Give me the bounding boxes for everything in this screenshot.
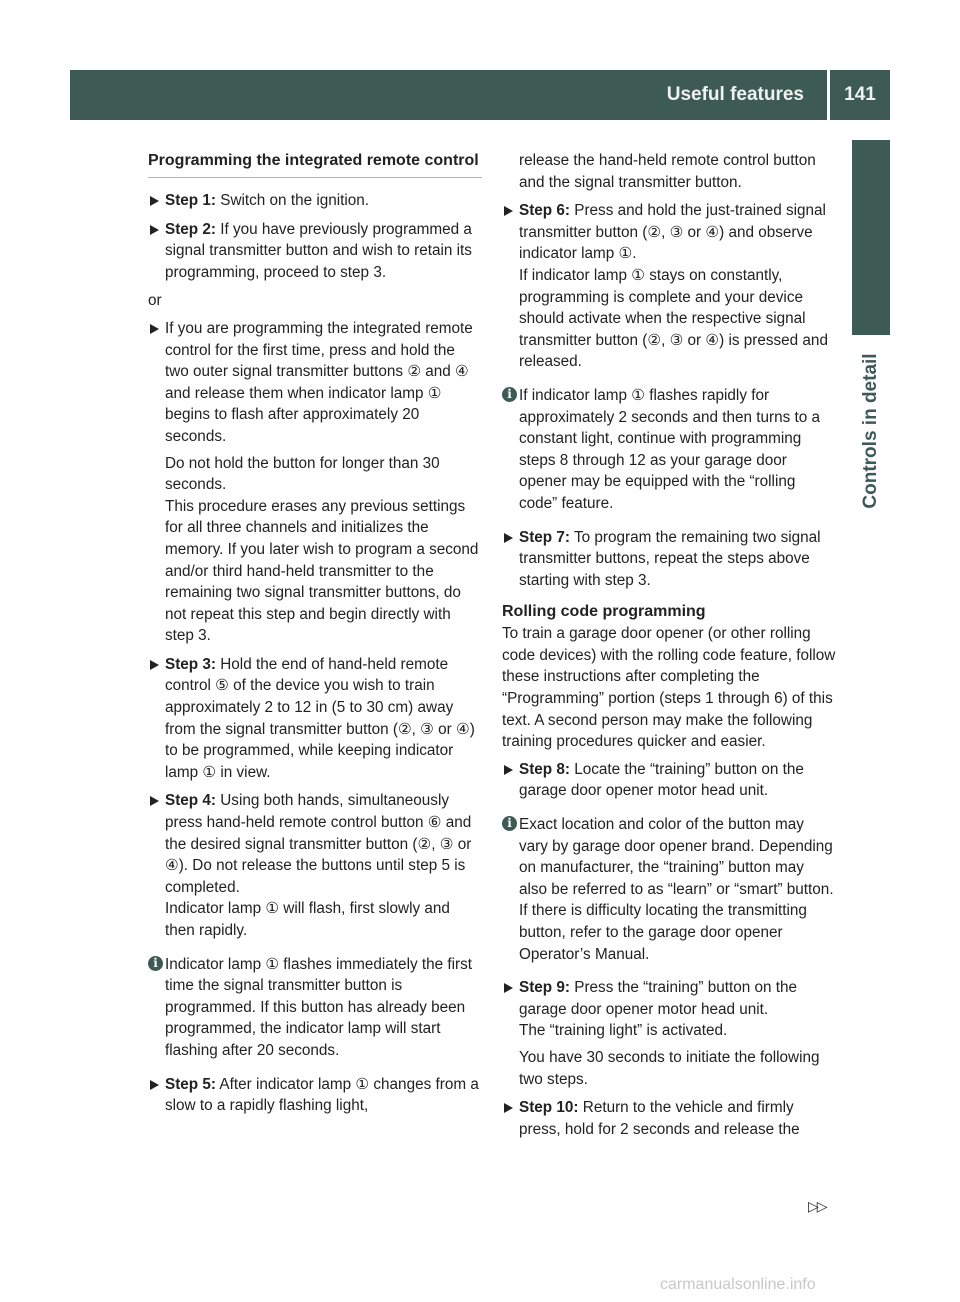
step-text: Press and hold the just-trained signal transmitter button (②, ③ or ④) and observe indicator lamp ①.: [519, 202, 826, 263]
step-text: If you are programming the integrated remote control for the first time, press and hold the two outer signal transmitter buttons ② and ④ and release them when indicator lamp ① begins to flash after approximately 20 seconds.: [165, 319, 473, 445]
info-icon: i: [502, 816, 517, 831]
left-column: [148, 150, 482, 1124]
step-text: If indicator lamp ① stays on constantly, programming is complete and your device should activate when the respective signal transmitter button (②, ③ or ④) is pressed and released.: [519, 266, 828, 371]
step-label: Step 1:: [165, 192, 216, 209]
step-text: Using both hands, simultaneously press hand-held remote control button ⑥ and the desired signal transmitter button (②, ③ or ④). Do not release the buttons until step 5 is completed.: [165, 792, 472, 896]
step-arrow-icon: [150, 660, 159, 670]
step-arrow-icon: [150, 196, 159, 206]
step-arrow-icon: [504, 1103, 513, 1113]
step-text: This procedure erases any previous settings for all three channels and initializes the memory. If you later wish to program a second and/or third hand-held transmitter to the remaining two signal transmitter buttons, do not repeat this step and begin directly with step 3.: [165, 497, 479, 645]
continue-arrows-icon: ▷▷: [808, 1198, 826, 1214]
step-6: [502, 200, 836, 373]
page-header: [70, 70, 890, 120]
step-label: Step 10:: [519, 1099, 579, 1117]
step-2: [148, 219, 482, 284]
step-7: [502, 527, 836, 592]
step-label: Step 9:: [519, 979, 570, 997]
info-icon: i: [148, 956, 163, 971]
info-note: [502, 814, 836, 965]
note-text: Indicator lamp ① flashes immediately the first time the signal transmitter button is programmed. If this button has already been programmed, the indicator lamp will start flashing after 20 seconds.: [165, 955, 473, 1059]
step-first-time: [148, 318, 482, 647]
step-text: If you have previously programmed a signal transmitter button and wish to retain its programming, proceed to step 3.: [165, 220, 472, 281]
info-note: [148, 954, 482, 1062]
step-label: Step 8:: [519, 760, 570, 778]
step-arrow-icon: [504, 765, 513, 775]
side-tab: [852, 140, 890, 335]
step-text: To program the remaining two signal transmitter buttons, repeat the steps above starting with step 3.: [519, 528, 821, 589]
or-text: or: [148, 292, 162, 310]
step-9: [502, 977, 836, 1090]
step-text: After indicator lamp ① changes from a slow to a rapidly flashing light,: [165, 1075, 479, 1115]
step-label: Step 4:: [165, 792, 216, 810]
step-text: Return to the vehicle and firmly press, hold for 2 seconds and release the: [519, 1099, 800, 1138]
step-text: Do not hold the button for longer than 30 seconds.: [165, 454, 440, 494]
step-5: [148, 1074, 482, 1117]
note-text: If indicator lamp ① flashes rapidly for approximately 2 seconds and then turns to a constant light, continue with programming steps 8 through 12 as your garage door opener may be equipped with the “rolling code” feature.: [519, 386, 821, 512]
step-8: [502, 759, 836, 802]
step-label: Step 2:: [165, 220, 216, 238]
note-text: Exact location and color of the button may vary by garage door opener brand. Depending on manufacturer, the “training” button may also be referred to as “learn” or “smart” button. If there is difficulty locating the transmitting button, refer to the garage door opener Operator’s Manual.: [519, 816, 834, 963]
info-note: [502, 385, 836, 515]
step-label: Step 3:: [165, 655, 216, 673]
step-label: Step 7:: [519, 528, 570, 546]
step-label: Step 5:: [165, 1075, 216, 1093]
side-tab-label-wrapper: [852, 336, 890, 526]
step-text: Indicator lamp ① will flash, first slowly and then rapidly.: [165, 900, 450, 939]
step-3: [148, 654, 482, 784]
step-arrow-icon: [150, 225, 159, 235]
step-arrow-icon: [150, 1080, 159, 1090]
step-4: [148, 790, 482, 941]
step-arrow-icon: [504, 206, 513, 216]
step-arrow-icon: [150, 324, 159, 334]
watermark: carmanualsonline.info: [660, 1276, 816, 1293]
step-text: Press the “training” button on the garage door opener motor head unit.: [519, 979, 798, 1018]
step-arrow-icon: [150, 796, 159, 806]
step-text: Switch on the ignition.: [216, 192, 370, 209]
step-arrow-icon: [504, 983, 513, 993]
step-label: Step 6:: [519, 202, 570, 220]
rolling-code-intro: To train a garage door opener (or other rolling code devices) with the rolling code feature, follow these instructions after completing the “Programming” portion (steps 1 through 6) of this text. A second person may make the following training procedures quicker and easier.: [502, 625, 836, 751]
step-text: Hold the end of hand-held remote control ⑤ of the device you wish to train approximately 2 to 12 in (5 to 30 cm) away from the signal transmitter button (②, ③ or ④) to be programmed, while keeping indicator lamp ① in view.: [165, 655, 475, 781]
step-1: [148, 190, 482, 212]
section-title: Useful features: [666, 84, 804, 105]
rolling-code-heading: Rolling code programming: [502, 603, 706, 621]
step-5-continued: release the hand-held remote control button and the signal transmitter button.: [519, 152, 816, 191]
right-column: [502, 150, 836, 1147]
step-10: [502, 1097, 836, 1140]
side-tab-label: Controls in detail: [860, 353, 881, 509]
step-arrow-icon: [504, 533, 513, 543]
section-heading: Programming the integrated remote control: [148, 150, 482, 178]
step-text: The “training light” is activated.: [519, 1022, 728, 1040]
info-icon: i: [502, 387, 517, 402]
page-number: 141: [844, 84, 876, 105]
step-text: Locate the “training” button on the garage door opener motor head unit.: [519, 760, 804, 800]
step-text: You have 30 seconds to initiate the following two steps.: [519, 1048, 820, 1088]
